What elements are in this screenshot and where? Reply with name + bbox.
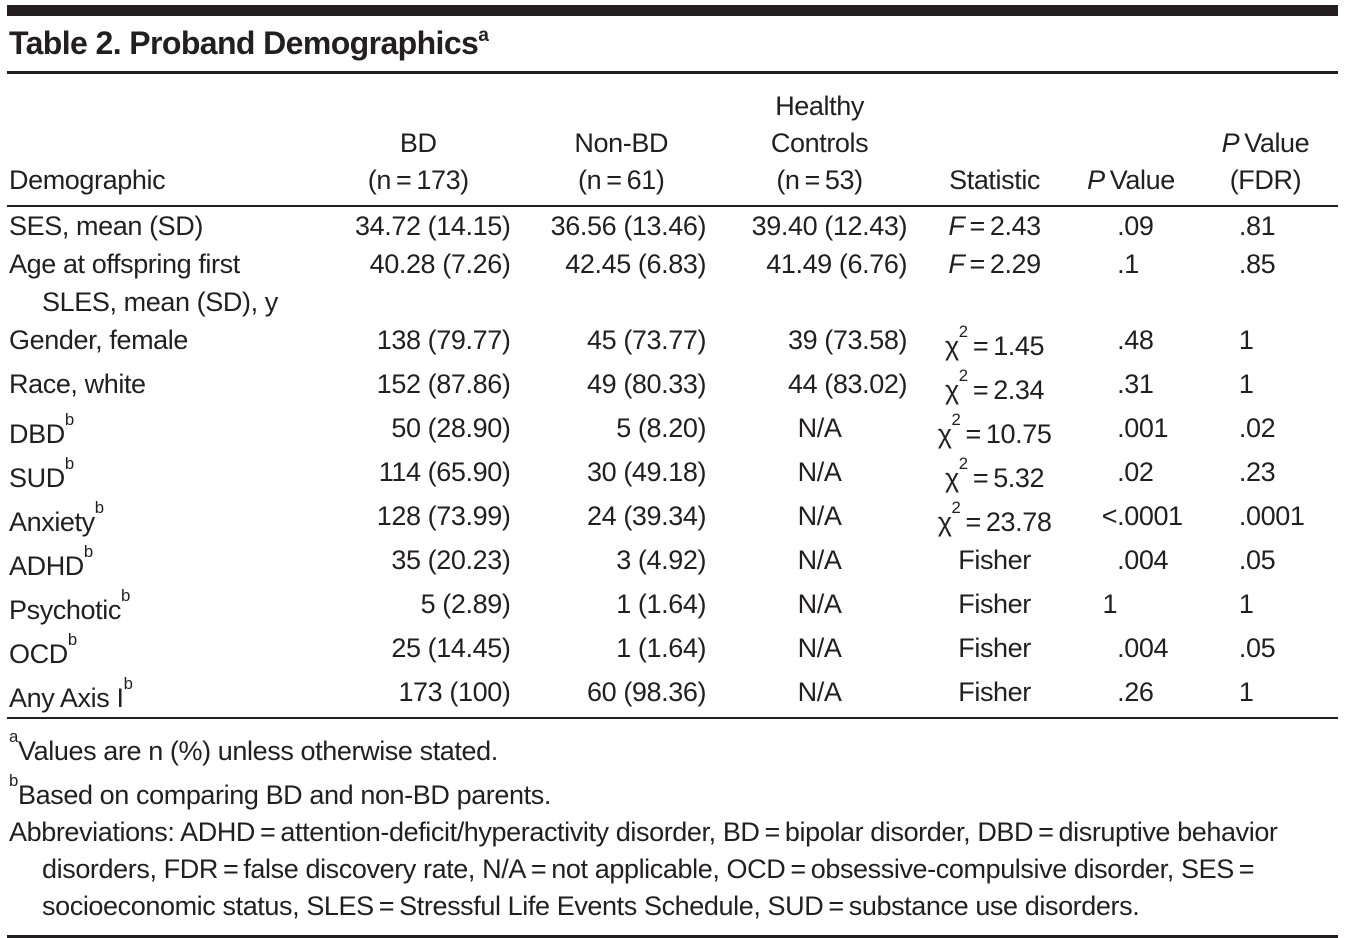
cell-healthy-controls: 41.49 (6.76) xyxy=(766,249,908,279)
cell-healthy-controls: N/A xyxy=(797,545,842,575)
cell-statistic xyxy=(920,585,1069,629)
table-row xyxy=(7,541,1338,585)
p-value-frac: .0001 xyxy=(1117,501,1183,531)
cell-demographic xyxy=(7,365,313,409)
cell-bd: 114 (65.90) xyxy=(378,457,511,487)
row-label: SUD xyxy=(9,463,65,493)
cell-p-value xyxy=(1069,541,1193,585)
row-label: Race, white xyxy=(9,369,146,399)
col-header-p-value-fdr: P Value (FDR) xyxy=(1193,74,1338,206)
cell-statistic xyxy=(920,321,1069,365)
cell-p-value xyxy=(1069,321,1193,365)
cell-p-value xyxy=(1069,409,1193,453)
statistic-exponent: 2 xyxy=(958,322,968,342)
row-label-footnote-marker: b xyxy=(94,498,104,518)
row-label-footnote-marker: b xyxy=(67,630,77,650)
row-label: Age at offspring first xyxy=(9,249,240,279)
statistic-value: = 2.34 xyxy=(967,375,1045,405)
cell-bd: 128 (73.99) xyxy=(376,501,511,531)
cell-demographic xyxy=(7,673,313,718)
statistic-symbol: Fisher xyxy=(958,677,1031,707)
cell-p-value-fdr: .23 xyxy=(1238,457,1276,487)
p-value-int: 1 xyxy=(1102,589,1118,619)
row-label-line2: SLES, mean (SD), y xyxy=(42,287,278,317)
cell-healthy-controls: 39 (73.58) xyxy=(787,325,908,355)
cell-demographic xyxy=(7,206,313,245)
cell-statistic xyxy=(920,409,1069,453)
p-value-frac: .001 xyxy=(1117,413,1169,443)
cell-bd: 40.28 (7.26) xyxy=(369,249,511,279)
footnote-b: $^b$Based on comparing BD and non-BD parents. xyxy=(9,771,551,810)
cell-healthy-controls: N/A xyxy=(797,677,842,707)
row-label-footnote-marker: b xyxy=(64,410,74,430)
cell-p-value xyxy=(1069,497,1193,541)
p-value-frac: .09 xyxy=(1117,211,1154,241)
row-label-footnote-marker: b xyxy=(123,674,133,694)
cell-p-value xyxy=(1069,245,1193,321)
p-value-frac: .004 xyxy=(1117,633,1169,663)
statistic-exponent: 2 xyxy=(951,498,961,518)
table-title-footnote-marker: a xyxy=(478,25,489,47)
cell-demographic xyxy=(7,321,313,365)
cell-bd: 152 (87.86) xyxy=(376,369,511,399)
cell-demographic xyxy=(7,409,313,453)
col-header-statistic: Statistic xyxy=(920,74,1069,206)
cell-p-value-fdr: 1 xyxy=(1238,589,1254,619)
cell-non-bd: 60 (98.36) xyxy=(586,677,707,707)
statistic-symbol: F xyxy=(948,249,965,279)
cell-non-bd: 3 (4.92) xyxy=(616,545,707,575)
col-header-bd: BD (n = 173) xyxy=(313,74,523,206)
table-row xyxy=(7,365,1338,409)
cell-p-value-fdr: .02 xyxy=(1238,413,1276,443)
cell-non-bd: 42.45 (6.83) xyxy=(565,249,707,279)
statistic-symbol: χ xyxy=(945,331,959,361)
cell-healthy-controls: N/A xyxy=(797,501,842,531)
cell-demographic xyxy=(7,453,313,497)
table-row xyxy=(7,497,1338,541)
statistic-value: = 2.43 xyxy=(964,211,1041,241)
statistic-exponent: 2 xyxy=(958,366,968,386)
cell-statistic xyxy=(920,206,1069,245)
statistic-value: = 2.29 xyxy=(964,249,1041,279)
statistic-value: = 5.32 xyxy=(967,463,1045,493)
cell-non-bd: 49 (80.33) xyxy=(586,369,707,399)
cell-non-bd: 1 (1.64) xyxy=(616,589,707,619)
p-value-frac: .26 xyxy=(1117,677,1154,707)
row-label: Anxiety xyxy=(9,507,95,537)
cell-bd: 138 (79.77) xyxy=(376,325,511,355)
cell-p-value-fdr: .05 xyxy=(1238,633,1276,663)
cell-demographic xyxy=(7,629,313,673)
table-row xyxy=(7,245,1338,321)
col-header-p-value: P Value xyxy=(1069,74,1193,206)
statistic-exponent: 2 xyxy=(951,410,961,430)
p-value-frac: .31 xyxy=(1117,369,1154,399)
cell-statistic xyxy=(920,497,1069,541)
cell-healthy-controls: N/A xyxy=(797,589,842,619)
cell-statistic xyxy=(920,673,1069,718)
table-body xyxy=(7,206,1338,718)
cell-p-value-fdr: .85 xyxy=(1238,249,1276,279)
cell-p-value xyxy=(1069,365,1193,409)
statistic-value: = 23.78 xyxy=(960,507,1052,537)
col-header-non-bd: Non-BD (n = 61) xyxy=(523,74,719,206)
row-label: ADHD xyxy=(9,551,84,581)
cell-healthy-controls: N/A xyxy=(797,413,842,443)
cell-non-bd: 1 (1.64) xyxy=(616,633,707,663)
cell-p-value-fdr: .05 xyxy=(1238,545,1276,575)
col-header-healthy-controls: Healthy Controls (n = 53) xyxy=(719,74,920,206)
statistic-symbol: χ xyxy=(937,507,952,537)
cell-p-value xyxy=(1069,585,1193,629)
row-label: Gender, female xyxy=(9,325,189,355)
cell-p-value xyxy=(1069,206,1193,245)
row-label-footnote-marker: b xyxy=(120,586,130,606)
cell-healthy-controls: N/A xyxy=(797,633,842,663)
cell-non-bd: 5 (8.20) xyxy=(616,413,707,443)
table-title-text: Table 2. Proband Demographics xyxy=(9,25,479,61)
cell-non-bd: 24 (39.34) xyxy=(586,501,707,531)
statistic-symbol: χ xyxy=(937,419,952,449)
cell-p-value-fdr: .81 xyxy=(1238,211,1276,241)
table-row xyxy=(7,409,1338,453)
header-row xyxy=(7,74,1338,206)
p-value-frac: .48 xyxy=(1117,325,1154,355)
cell-bd: 34.72 (14.15) xyxy=(355,211,511,241)
table-row xyxy=(7,321,1338,365)
p-value-frac: .004 xyxy=(1117,545,1169,575)
p-value-int: < xyxy=(1101,501,1118,531)
cell-statistic xyxy=(920,245,1069,321)
cell-bd: 173 (100) xyxy=(398,677,511,707)
statistic-exponent: 2 xyxy=(958,454,968,474)
cell-statistic xyxy=(920,453,1069,497)
statistic-symbol: Fisher xyxy=(958,545,1031,575)
cell-bd: 50 (28.90) xyxy=(391,413,511,443)
row-label-footnote-marker: b xyxy=(64,454,74,474)
cell-p-value xyxy=(1069,629,1193,673)
statistic-value: = 1.45 xyxy=(967,331,1045,361)
cell-healthy-controls: 44 (83.02) xyxy=(787,369,908,399)
footnotes xyxy=(7,719,1338,931)
cell-demographic xyxy=(7,585,313,629)
row-label-footnote-marker: b xyxy=(83,542,93,562)
table-row xyxy=(7,673,1338,718)
footnote-a: $^a$Values are n (%) unless otherwise stated. xyxy=(9,727,498,766)
cell-demographic xyxy=(7,541,313,585)
cell-healthy-controls: N/A xyxy=(797,457,842,487)
cell-p-value-fdr: 1 xyxy=(1238,369,1254,399)
cell-statistic xyxy=(920,365,1069,409)
cell-p-value-fdr: 1 xyxy=(1238,325,1254,355)
statistic-symbol: χ xyxy=(945,375,959,405)
cell-p-value xyxy=(1069,453,1193,497)
table-row xyxy=(7,453,1338,497)
row-label: DBD xyxy=(9,419,65,449)
cell-demographic xyxy=(7,245,313,321)
cell-bd: 5 (2.89) xyxy=(420,589,511,619)
table-row xyxy=(7,629,1338,673)
table-header xyxy=(7,74,1338,206)
p-value-frac: .1 xyxy=(1117,249,1139,279)
cell-bd: 25 (14.45) xyxy=(391,633,511,663)
top-rule-bar xyxy=(7,5,1338,16)
row-label: OCD xyxy=(9,639,68,669)
row-label: SES, mean (SD) xyxy=(9,211,203,241)
row-label: Psychotic xyxy=(9,595,121,625)
cell-statistic xyxy=(920,629,1069,673)
cell-p-value-fdr: 1 xyxy=(1238,677,1254,707)
statistic-symbol: χ xyxy=(945,463,959,493)
table-row xyxy=(7,206,1338,245)
col-header-demographic: Demographic xyxy=(7,74,313,206)
cell-non-bd: 30 (49.18) xyxy=(586,457,707,487)
cell-p-value-fdr: .0001 xyxy=(1238,501,1305,531)
cell-non-bd: 36.56 (13.46) xyxy=(550,211,707,241)
demographics-table xyxy=(7,74,1338,719)
cell-p-value xyxy=(1069,673,1193,718)
statistic-symbol: F xyxy=(948,211,965,241)
row-label: Any Axis I xyxy=(9,683,124,713)
footnote-abbreviations: Abbreviations: ADHD = attention-deficit/hyperactivity disorder, BD = bipolar disorder, DBD = disruptive behavior disorders, FDR = false discovery rate, N/A = not applicable, OCD = obsessive-compulsive disorder, SES = socioeconomic status, SLES = Stressful Life Events Schedule, SUD = substance use disorders. xyxy=(9,817,1278,921)
statistic-symbol: Fisher xyxy=(958,589,1031,619)
table-row xyxy=(7,585,1338,629)
statistic-value: = 10.75 xyxy=(960,419,1052,449)
cell-non-bd: 45 (73.77) xyxy=(586,325,707,355)
table-title xyxy=(7,16,1338,74)
cell-healthy-controls: 39.40 (12.43) xyxy=(751,211,908,241)
cell-bd: 35 (20.23) xyxy=(391,545,511,575)
p-value-frac: .02 xyxy=(1117,457,1154,487)
cell-statistic xyxy=(920,541,1069,585)
cell-demographic xyxy=(7,497,313,541)
statistic-symbol: Fisher xyxy=(958,633,1031,663)
